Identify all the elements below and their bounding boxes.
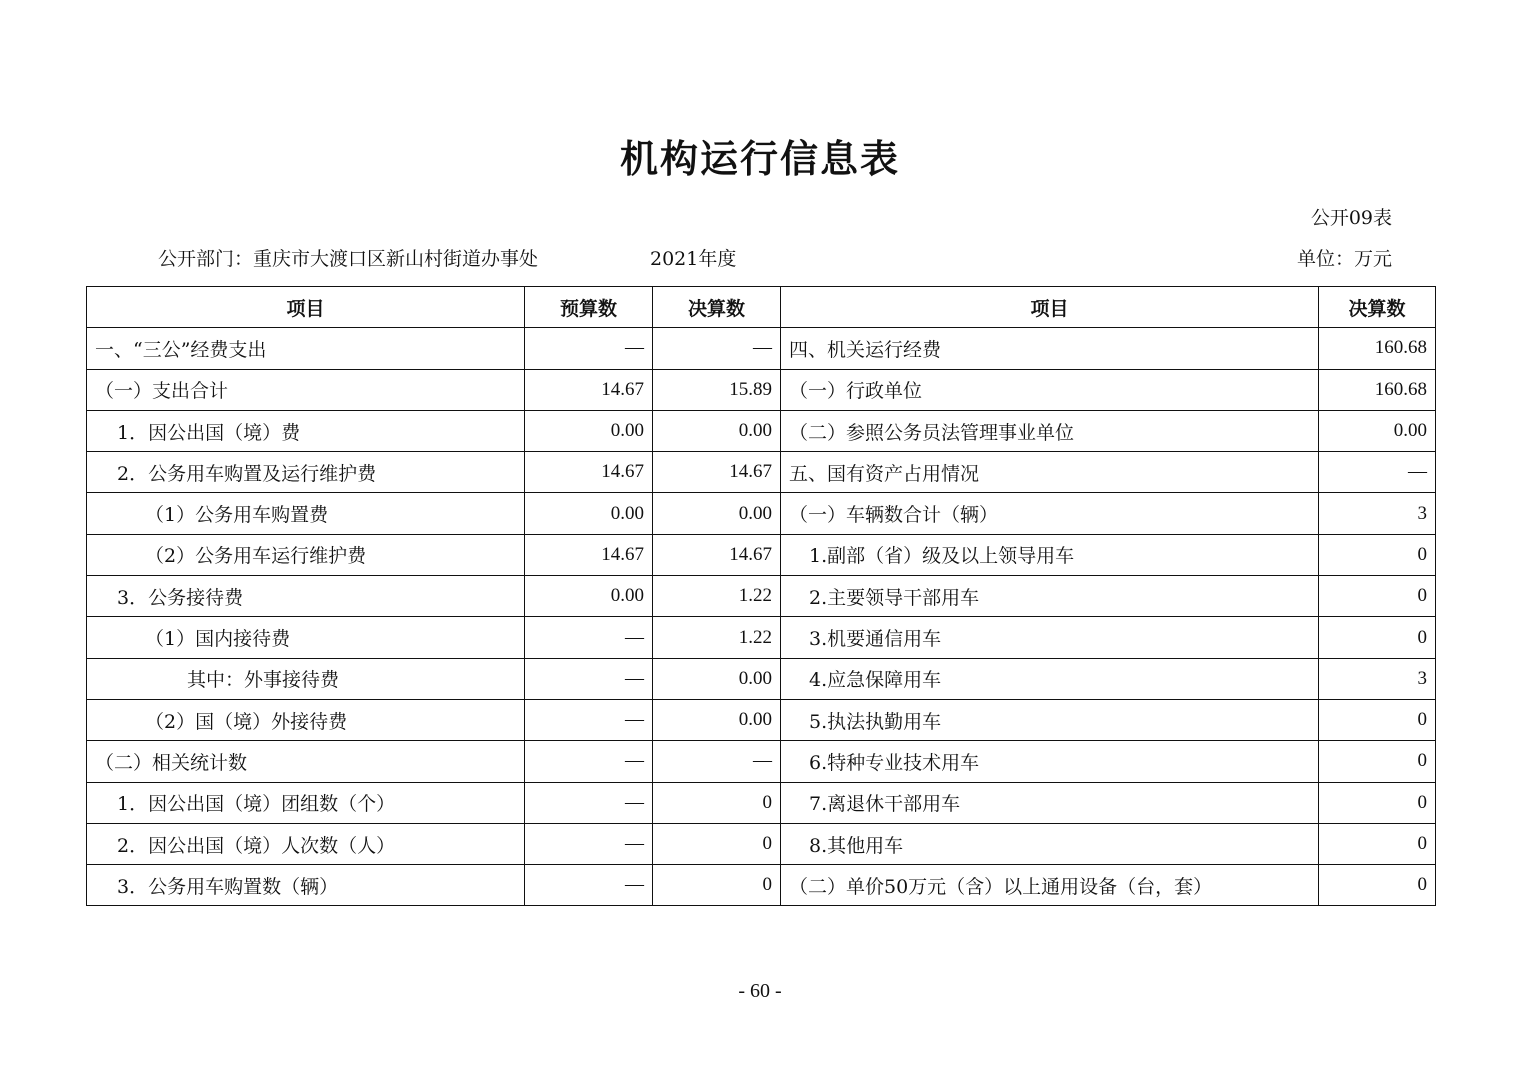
row-item-left: （1）国内接待费 <box>87 617 525 658</box>
row-budget-value: 0.00 <box>525 576 653 617</box>
row-item-right: （二）参照公务员法管理事业单位 <box>781 410 1319 451</box>
row-item-left: 3．公务接待费 <box>87 576 525 617</box>
row-item-left: 2．因公出国（境）人次数（人） <box>87 823 525 864</box>
header-final-right: 决算数 <box>1319 287 1436 328</box>
row-right-final-value: 0 <box>1319 782 1436 823</box>
row-item-right: 8.其他用车 <box>781 823 1319 864</box>
row-item-right: 5.执法执勤用车 <box>781 699 1319 740</box>
row-right-final-value: 160.68 <box>1319 328 1436 369</box>
table-row <box>87 328 1436 369</box>
table-row <box>87 658 1436 699</box>
department-label: 公开部门：重庆市大渡口区新山村街道办事处 <box>158 248 539 270</box>
table-row <box>87 699 1436 740</box>
info-table <box>86 286 1436 906</box>
row-right-final-value: 0 <box>1319 617 1436 658</box>
row-final-value: — <box>653 741 781 782</box>
row-right-final-value: 0.00 <box>1319 410 1436 451</box>
row-final-value: — <box>653 328 781 369</box>
row-final-value: 1.22 <box>653 576 781 617</box>
year-label: 2021年度 <box>650 248 737 270</box>
table-row <box>87 410 1436 451</box>
row-item-right: 五、国有资产占用情况 <box>781 452 1319 493</box>
row-budget-value: — <box>525 865 653 906</box>
row-item-left: （2）公务用车运行维护费 <box>87 534 525 575</box>
row-item-right: （一）车辆数合计（辆） <box>781 493 1319 534</box>
row-budget-value: — <box>525 617 653 658</box>
row-item-right: 四、机关运行经费 <box>781 328 1319 369</box>
row-item-right: （二）单价50万元（含）以上通用设备（台，套） <box>781 865 1319 906</box>
header-budget: 预算数 <box>525 287 653 328</box>
row-final-value: 14.67 <box>653 452 781 493</box>
row-budget-value: — <box>525 823 653 864</box>
row-budget-value: — <box>525 782 653 823</box>
row-item-left: 3．公务用车购置数（辆） <box>87 865 525 906</box>
row-right-final-value: — <box>1319 452 1436 493</box>
row-budget-value: — <box>525 328 653 369</box>
row-right-final-value: 0 <box>1319 576 1436 617</box>
row-right-final-value: 160.68 <box>1319 369 1436 410</box>
row-final-value: 0.00 <box>653 658 781 699</box>
table-row <box>87 865 1436 906</box>
row-budget-value: 0.00 <box>525 410 653 451</box>
header-item-left: 项目 <box>87 287 525 328</box>
table-header-row <box>87 287 1436 328</box>
row-right-final-value: 0 <box>1319 699 1436 740</box>
row-item-right: 6.特种专业技术用车 <box>781 741 1319 782</box>
row-item-left: （2）国（境）外接待费 <box>87 699 525 740</box>
row-item-left: 一、“三公”经费支出 <box>87 328 525 369</box>
row-item-left: （一）支出合计 <box>87 369 525 410</box>
table-row <box>87 493 1436 534</box>
row-right-final-value: 3 <box>1319 658 1436 699</box>
row-right-final-value: 0 <box>1319 534 1436 575</box>
row-final-value: 0.00 <box>653 493 781 534</box>
page-number: - 60 - <box>738 980 782 1002</box>
row-budget-value: 14.67 <box>525 452 653 493</box>
table-row <box>87 617 1436 658</box>
row-final-value: 14.67 <box>653 534 781 575</box>
row-item-left: 1．因公出国（境）费 <box>87 410 525 451</box>
row-item-left: 1．因公出国（境）团组数（个） <box>87 782 525 823</box>
row-right-final-value: 0 <box>1319 741 1436 782</box>
row-budget-value: — <box>525 699 653 740</box>
row-item-right: 2.主要领导干部用车 <box>781 576 1319 617</box>
table-row <box>87 741 1436 782</box>
row-final-value: 0.00 <box>653 410 781 451</box>
row-budget-value: — <box>525 658 653 699</box>
unit-label: 单位：万元 <box>1296 248 1392 270</box>
row-item-left: 2．公务用车购置及运行维护费 <box>87 452 525 493</box>
table-row <box>87 782 1436 823</box>
table-row <box>87 452 1436 493</box>
row-final-value: 0 <box>653 782 781 823</box>
row-final-value: 0 <box>653 865 781 906</box>
row-budget-value: 0.00 <box>525 493 653 534</box>
table-row <box>87 576 1436 617</box>
row-item-left: 其中：外事接待费 <box>87 658 525 699</box>
row-right-final-value: 0 <box>1319 823 1436 864</box>
row-item-right: （一）行政单位 <box>781 369 1319 410</box>
row-item-right: 4.应急保障用车 <box>781 658 1319 699</box>
table-row <box>87 369 1436 410</box>
page-title: 机构运行信息表 <box>619 137 900 181</box>
table-row <box>87 534 1436 575</box>
row-final-value: 1.22 <box>653 617 781 658</box>
row-item-right: 1.副部（省）级及以上领导用车 <box>781 534 1319 575</box>
row-item-right: 3.机要通信用车 <box>781 617 1319 658</box>
row-final-value: 0.00 <box>653 699 781 740</box>
row-item-left: （1）公务用车购置费 <box>87 493 525 534</box>
table-body <box>87 328 1436 906</box>
table-row <box>87 823 1436 864</box>
row-final-value: 15.89 <box>653 369 781 410</box>
header-item-right: 项目 <box>781 287 1319 328</box>
row-budget-value: — <box>525 741 653 782</box>
row-item-right: 7.离退休干部用车 <box>781 782 1319 823</box>
row-item-left: （二）相关统计数 <box>87 741 525 782</box>
header-final: 决算数 <box>653 287 781 328</box>
row-right-final-value: 0 <box>1319 865 1436 906</box>
form-number: 公开09表 <box>1310 207 1392 229</box>
row-final-value: 0 <box>653 823 781 864</box>
row-budget-value: 14.67 <box>525 369 653 410</box>
row-budget-value: 14.67 <box>525 534 653 575</box>
row-right-final-value: 3 <box>1319 493 1436 534</box>
